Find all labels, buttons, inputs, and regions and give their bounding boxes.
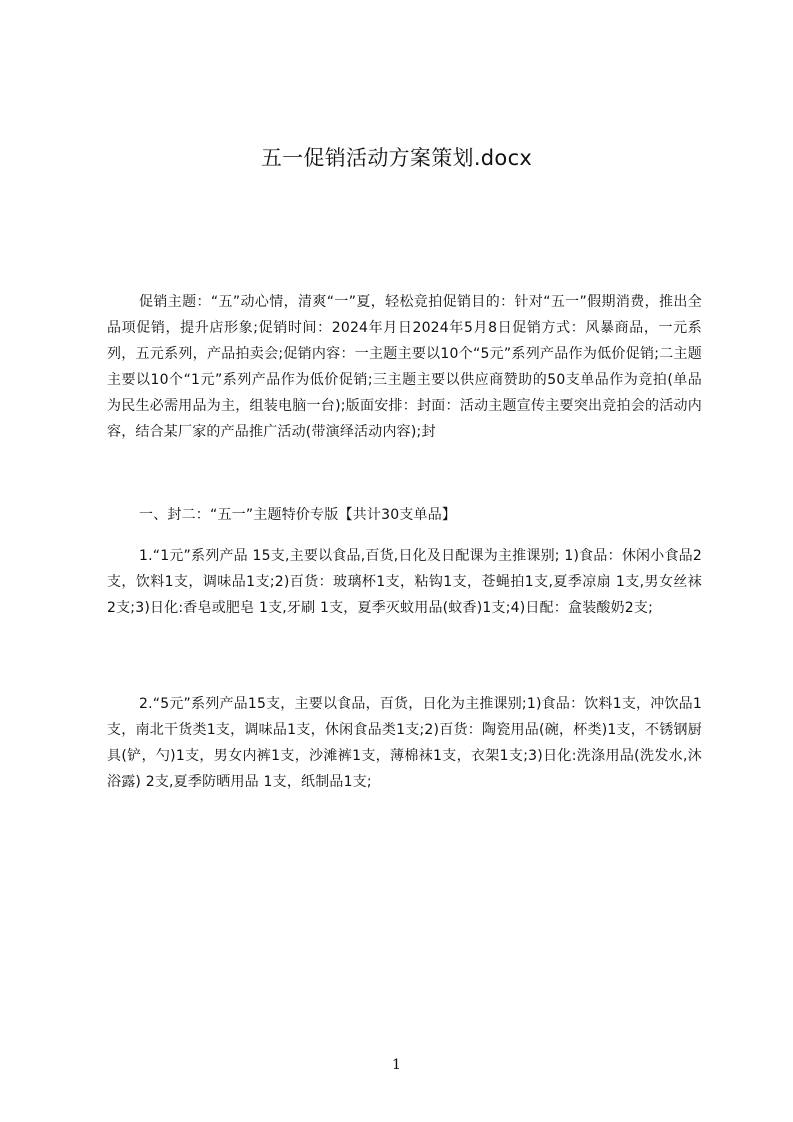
five-yuan-products-paragraph: 2.“5元”系列产品15支，主要以食品，百货，日化为主推课别;1)食品：饮料1支，冲饮品1支，南北干货类1支，调味品1支，休闲食品类1支;2)百货：陶瓷用品(碗，杯类)1支，不锈钢厨具(铲，勺)1支，男女内裤1支，沙滩裤1支，薄棉袜1支，衣架1支;3)日化:洗涤用品(洗发水,沐浴露) 2支,夏季防晒用品 1支，纸制品1支; <box>107 696 702 790</box>
page-number: 1 <box>392 1057 401 1073</box>
section-heading: 一、封二：“五一”主题特价专版【共计30支单品】 <box>139 507 457 523</box>
document-title: 五一促销活动方案策划.docx <box>260 146 533 170</box>
promotion-overview-paragraph: 促销主题：“五”动心情，清爽“一”夏，轻松竞拍促销目的：针对“五一”假期消费，推出全品项促销，提升店形象;促销时间：2024年月日2024年5月8日促销方式：风暴商品，一元系列，五元系列，产品拍卖会;促销内容：一主题主要以10个“5元”系列产品作为低价促销;二主题主要以10个“1元”系列产品作为低价促销;三主题主要以供应商赞助的50支单品作为竞拍(单品为民生必需用品为主，组装电脑一台);版面安排：封面：活动主题宣传主要突出竞拍会的活动内容，结合某厂家的产品推广活动(带演绎活动内容);封 <box>107 294 702 440</box>
one-yuan-products-paragraph: 1.“1元”系列产品 15支,主要以食品,百货,日化及日配课为主推课别; 1)食品：休闲小食品2支，饮料1支，调味品1支;2)百货：玻璃杯1支，粘钩1支，苍蝇拍1支,夏季凉扇 1支,男女丝袜 2支;3)日化:香皂或肥皂 1支,牙刷 1支，夏季灭蚊用品(蚊香)1支;4)日配：盒装酸奶2支; <box>107 548 702 616</box>
